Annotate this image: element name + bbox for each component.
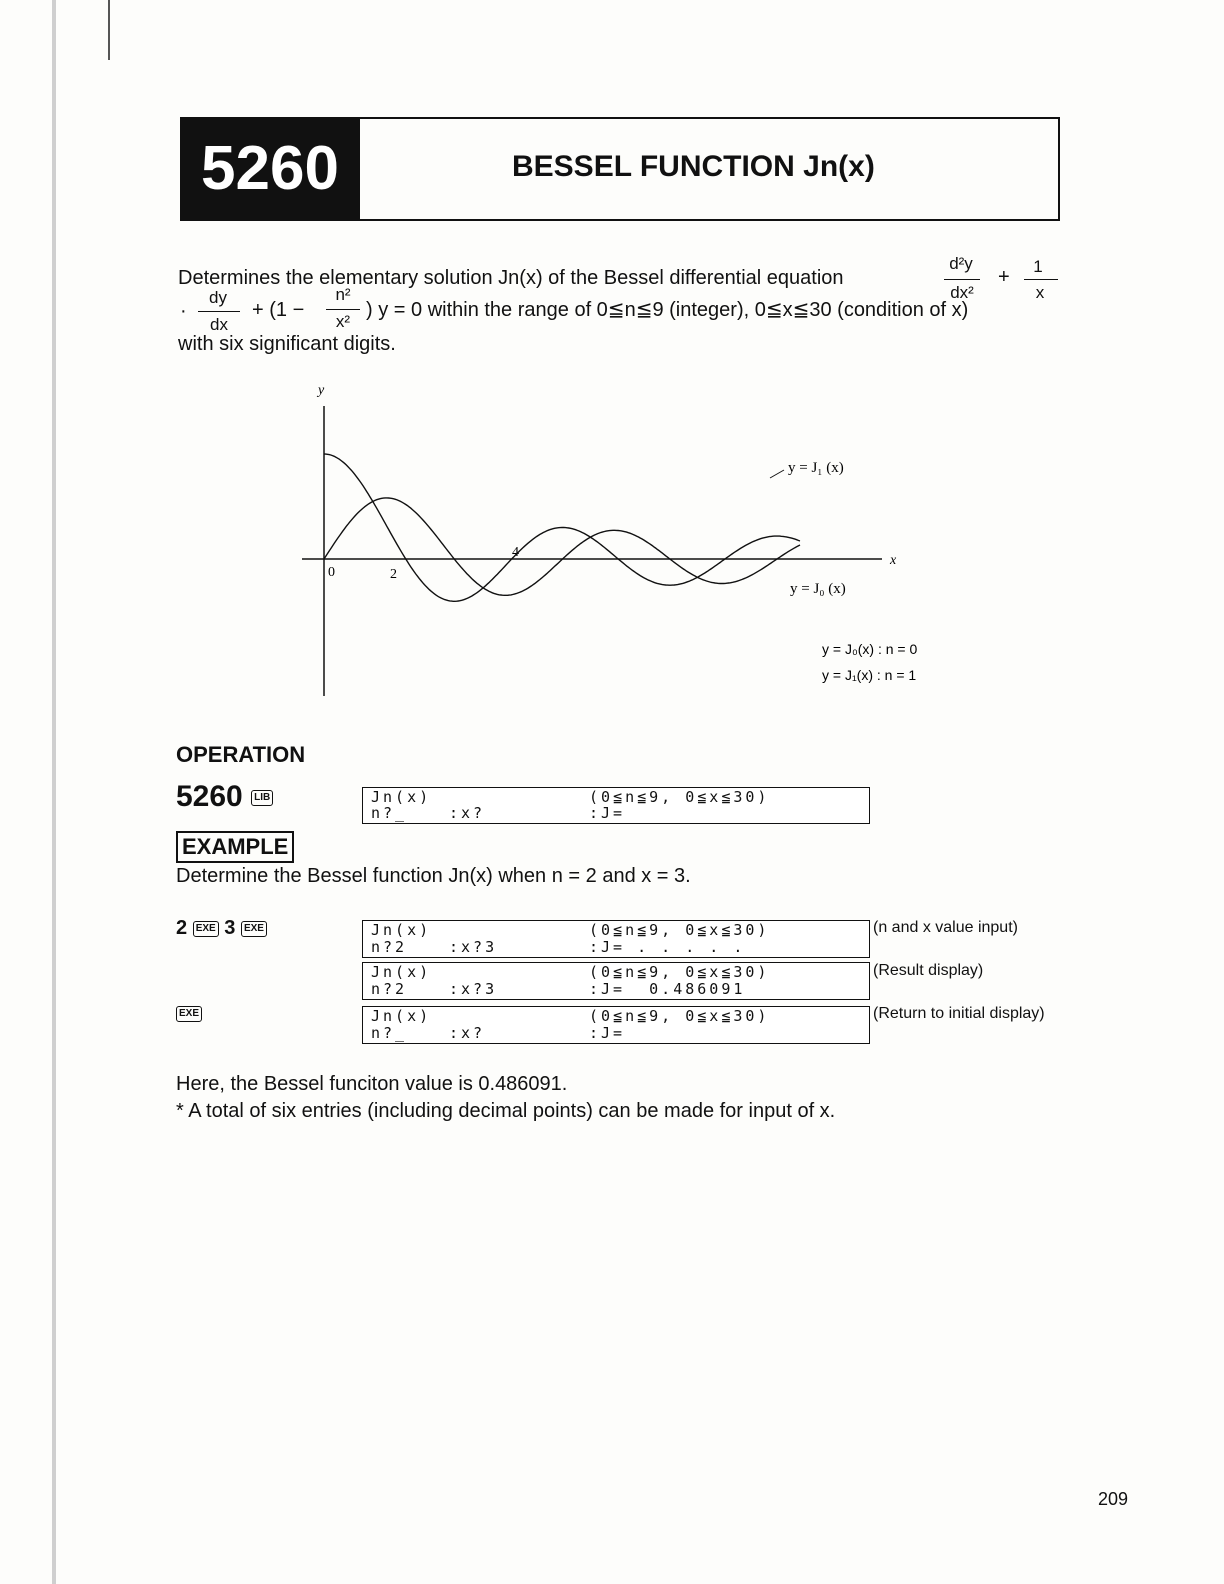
- operation-heading: OPERATION: [176, 742, 306, 767]
- page-binding-edge: [52, 0, 56, 1584]
- keystrokes-step-3: [176, 1005, 202, 1023]
- description-line-3: with six significant digits.: [178, 333, 396, 355]
- lcd-row2-left: n?2: [371, 938, 408, 956]
- lcd-row1-left: Jn(x): [371, 963, 432, 981]
- x-tick-label-0: 0: [328, 565, 335, 580]
- series-label-j0: y = J₀ (x): [790, 581, 846, 597]
- frac-bar: [326, 309, 360, 310]
- example-label: EXAMPLE: [176, 831, 294, 863]
- lcd-row1-right: (0≦n≦9, 0≦x≦30): [589, 1007, 770, 1025]
- frac-dy-num: dy: [209, 288, 227, 307]
- frac-dx-den: dx: [210, 315, 228, 334]
- description-line-2: ) y = 0 within the range of 0≦n≦9 (integer), 0≦x≦30 (condition of x): [366, 299, 969, 321]
- x-axis-label: x: [890, 553, 897, 568]
- operation-program-number: [176, 780, 273, 814]
- program-number: 5260: [176, 780, 243, 813]
- lcd-row2-left: n?_: [371, 804, 408, 822]
- step-3-note: (Return to initial display): [873, 1005, 1045, 1022]
- lcd-row1-left: Jn(x): [371, 921, 432, 939]
- frac-d2y-den: dx²: [950, 283, 974, 302]
- lcd-row2-mid: :x?3: [449, 980, 498, 998]
- frac-1-num: 1: [1033, 257, 1043, 276]
- lcd-display-step-2: [362, 962, 870, 1000]
- y-axis-label: y: [318, 383, 325, 398]
- lcd-row1-right: (0≦n≦9, 0≦x≦30): [589, 963, 770, 981]
- program-number-badge: 5260: [180, 117, 360, 221]
- description-line-1: Determines the elementary solution Jn(x) of the Bessel differential equation: [178, 267, 844, 289]
- page-title: BESSEL FUNCTION Jn(x): [512, 150, 875, 183]
- frac-x-den: x: [1035, 283, 1045, 302]
- frac-bar: [1024, 279, 1058, 280]
- equation-middle: + (1 −: [252, 299, 305, 321]
- frac-x2-den: x²: [335, 312, 351, 331]
- lcd-display-step-1: [362, 920, 870, 958]
- lcd-row1-left: Jn(x): [371, 1007, 432, 1025]
- lcd-row2-right: :J=: [589, 1024, 626, 1042]
- frac-d2y-num: d²y: [949, 254, 973, 273]
- lcd-row2-right: :J= 0.486091: [589, 980, 746, 998]
- lcd-row1-right: (0≦n≦9, 0≦x≦30): [589, 788, 770, 806]
- result-text: Here, the Bessel funciton value is 0.486091.: [176, 1073, 568, 1095]
- page-number: 209: [1098, 1489, 1129, 1509]
- plus-sign: +: [998, 266, 1010, 288]
- label-leader-j1: [770, 470, 784, 478]
- legend-entry-j0: y = J₀(x) : n = 0: [822, 641, 918, 657]
- step-2-note: (Result display): [873, 962, 984, 979]
- series-label-j1: y = J₁ (x): [788, 460, 844, 476]
- exe-key-icon: EXE: [241, 921, 267, 937]
- exe-key-icon: EXE: [176, 1006, 202, 1022]
- x-tick-label-2: 2: [390, 567, 397, 582]
- lcd-row2-left: n?2: [371, 980, 408, 998]
- lcd-row1-right: (0≦n≦9, 0≦x≦30): [589, 921, 770, 939]
- lcd-row2-right: :J= . . . . .: [589, 938, 746, 956]
- frac-bar: [944, 279, 980, 280]
- example-text: Determine the Bessel function Jn(x) when n = 2 and x = 3.: [176, 865, 691, 887]
- lcd-row1-left: Jn(x): [371, 788, 432, 806]
- bullet-dot: ·: [180, 300, 187, 322]
- footnote: * A total of six entries (including decimal points) can be made for input of x.: [176, 1100, 836, 1122]
- lib-key-icon: LIB: [251, 790, 273, 806]
- key-2: 2: [176, 917, 188, 939]
- step-1-note: (n and x value input): [873, 919, 1018, 936]
- frac-n2-num: n²: [335, 285, 351, 304]
- lcd-row2-left: n?_: [371, 1024, 408, 1042]
- lcd-row2-mid: :x?: [449, 804, 486, 822]
- lcd-display-step-3: [362, 1006, 870, 1044]
- lcd-display-initial: [362, 787, 870, 824]
- lcd-row2-mid: :x?3: [449, 938, 498, 956]
- bessel-chart: [290, 378, 930, 708]
- lcd-row2-mid: :x?: [449, 1024, 486, 1042]
- x-tick-label-4: 4: [512, 545, 519, 560]
- lcd-row2-right: :J=: [589, 804, 626, 822]
- exe-key-icon: EXE: [193, 921, 219, 937]
- keystrokes-step-1: [176, 917, 267, 940]
- page-margin-mark: [108, 0, 110, 60]
- frac-bar: [198, 311, 240, 312]
- key-3: 3: [224, 917, 236, 939]
- legend-entry-j1: y = J₁(x) : n = 1: [822, 667, 917, 683]
